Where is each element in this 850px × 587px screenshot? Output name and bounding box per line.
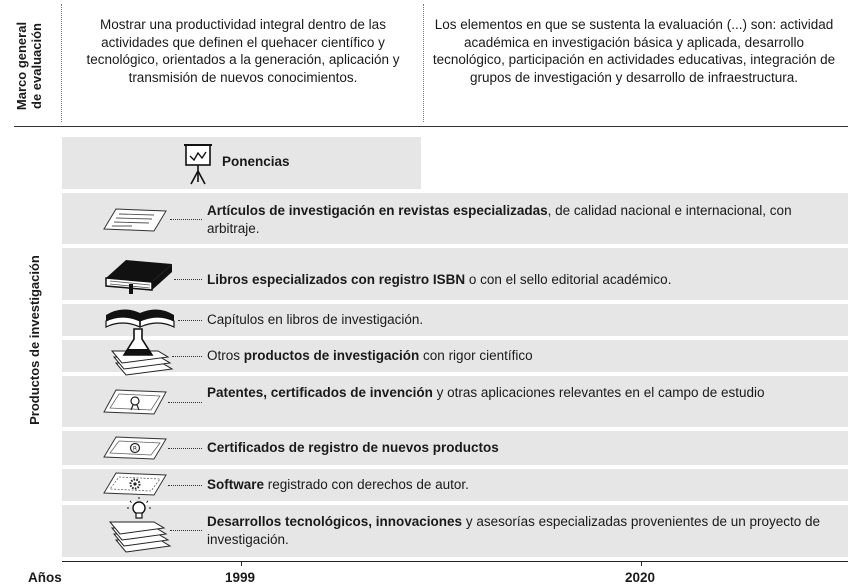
header-text-1999: Mostrar una productividad integral dentro de las actividades que definen el quehacer científico y tecnológico, orientados a la generación, aplicación y transmisión de nuevos conocimientos. [86, 17, 400, 85]
row-text-otros [207, 347, 807, 365]
row-text-patentes [207, 384, 807, 402]
row-bold: Ponencias [222, 154, 290, 169]
connector-line [168, 485, 202, 486]
row-text-libros [207, 271, 837, 289]
row-text-capitulos [207, 311, 807, 329]
connector-line [172, 356, 202, 357]
row-rest: Capítulos en libros de investigación. [207, 312, 424, 327]
article-document-icon [102, 205, 168, 235]
connector-line [170, 219, 202, 220]
connector-line [168, 448, 202, 449]
row-bold: Patentes, certificados de invención [207, 385, 433, 400]
axis-label-anos: Años [28, 570, 62, 585]
connector-line [174, 279, 202, 280]
row-bold: productos de investigación [243, 348, 420, 363]
axis-year-1999: 1999 [225, 570, 256, 585]
lightbulb-stack-icon [102, 496, 172, 554]
row-rest: , de calidad nacional e internacional, con arbitraje. [207, 203, 792, 236]
flask-stack-icon [102, 327, 174, 377]
row-bold: Desarrollos tecnológicos, innovaciones [207, 514, 463, 529]
header-divider-left [61, 4, 62, 122]
connector-line [170, 530, 202, 531]
row-text-articulos [207, 202, 797, 238]
row-rest: y otras aplicaciones relevantes en el campo de estudio [432, 385, 765, 400]
marco-line-2: de evaluación [29, 23, 44, 109]
marco-line-1: Marco general [14, 21, 29, 111]
row-text-desarrollos [207, 513, 837, 549]
certificate-medal-icon [102, 386, 168, 418]
timeline-axis [62, 561, 848, 562]
axis-year-2020: 2020 [625, 570, 656, 585]
row-text-ponencias [222, 153, 422, 171]
row-rest: registrado con derechos de autor. [264, 477, 469, 492]
row-pre: Otros [207, 348, 244, 363]
marco-general-label [14, 16, 46, 116]
row-rest: y asesorías especializadas provenientes de un proyecto de investigación. [207, 514, 821, 547]
row-text-software [207, 476, 807, 494]
axis-tick-1999 [241, 561, 242, 566]
connector-line [168, 402, 202, 403]
row-bold: Libros especializados con registro ISBN [207, 272, 466, 287]
svg-text:R: R [132, 445, 138, 453]
productos-label: Productos de investigación [27, 255, 42, 425]
header-text-2020: Los elementos en que se sustenta la evaluación (...) son: actividad académica en investigación básica y aplicada, desarrollo tecnológico, participación en actividades educativas, integración de grupos de investigación y desarrollo de infraestructura. [432, 17, 836, 85]
software-gear-icon [102, 471, 168, 499]
row-bold: Software [207, 477, 265, 492]
registered-certificate-icon [102, 435, 168, 463]
row-rest: o con el sello editorial académico. [465, 272, 672, 287]
presentation-board-icon [183, 142, 213, 186]
connector-line [178, 320, 202, 321]
header-bottom-rule [14, 126, 848, 127]
row-text-certificados [207, 439, 807, 457]
row-bold: Artículos de investigación en revistas especializadas [207, 203, 548, 218]
closed-book-icon [102, 258, 174, 296]
header-divider-middle [423, 4, 424, 122]
axis-tick-2020 [641, 561, 642, 566]
row-bold: Certificados de registro de nuevos productos [207, 440, 499, 455]
row-rest: con rigor científico [419, 348, 533, 363]
